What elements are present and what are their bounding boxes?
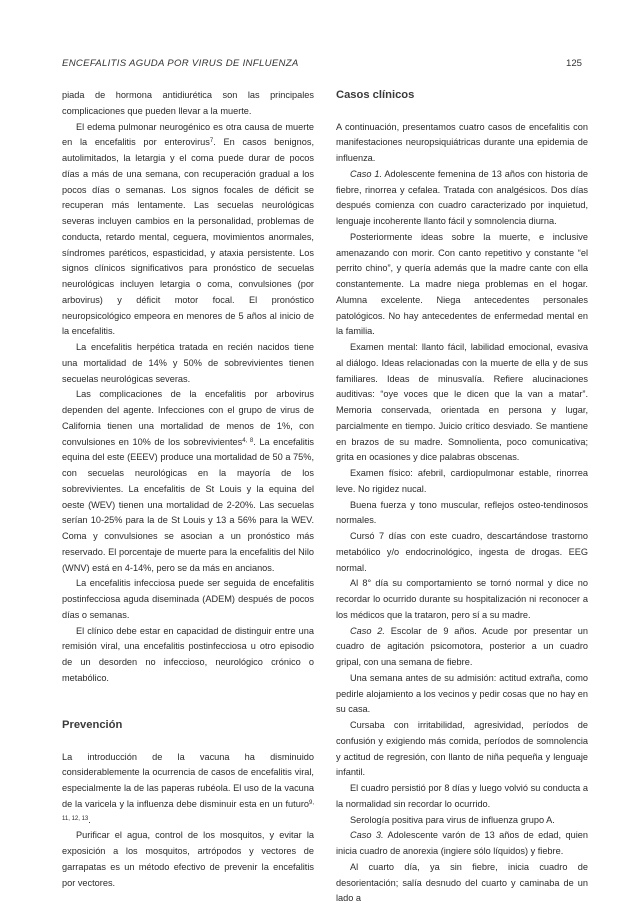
citation-ref: 7 (209, 138, 214, 145)
paragraph: Purificar el agua, control de los mosquitos, y evitar la exposición a los mosquitos, artrópodos y vectores de garrapatas es un método efectivo de prevenir la encefalitis por vectores. (62, 830, 314, 888)
case-label: Caso 3. (350, 830, 384, 841)
paragraph: El clínico debe estar en capacidad de distinguir entre una remisión viral, una encefalitis postinfecciosa u otro episodio de un desorden no infeccioso, neurológico crónico o metabólico. (62, 625, 314, 683)
page-number: 125 (565, 58, 582, 69)
paragraph: Al 8° día su comportamiento se tornó normal y dice no recordar lo ocurrido durante su hospitalización ni reconocer a los médicos que la trataron, pero sí a su madre. (336, 578, 588, 620)
case-paragraph: Caso 3. Adolescente varón de 13 años de edad, quien inicia cuadro de anorexia (ingiere sólo líquidos) y fiebre. (336, 830, 588, 856)
section-heading-casos-clinicos: Casos clínicos (336, 89, 415, 101)
paragraph: Las complicaciones de la encefalitis por arbovirus dependen del agente. Infecciones con el grupo de virus de California tienen una mortalidad de menos de 1%, con convulsiones en 10% de los sobrevivientes$^{4, 8}$. La encefalitis equina del este (EEEV) produce una mortalidad de 50 a 75%, con secuelas neurológicas en la mayoría de los sobrevivientes. La encefalitis de St Louis y la equina del oeste (WEV) tienen una mortalidad de 2-20%. Las secuelas serían 10-25% para la de St Louis y 13 a 56% para la WEV. Coma y convulsiones se asocian a un pronóstico más reservado. El porcentaje de muerte para la encefalitis del Nilo (WNV) está en 4-14%, pero se da más en ancianos. (62, 389, 314, 573)
paragraph: Serología positiva para virus de influenza grupo A. (350, 814, 555, 825)
heading-gap (62, 734, 314, 750)
paragraph: Al cuarto día, ya sin fiebre, inicia cuadro de desorientación; salía desnudo del cuarto y caminaba de un lado a (336, 861, 588, 904)
left-column (62, 88, 314, 891)
section-gap (62, 687, 314, 719)
case-label: Caso 1. (350, 168, 382, 179)
heading-gap (336, 104, 588, 120)
running-header (62, 58, 582, 72)
paragraph: El cuadro persistió por 8 días y luego volvió su conducta a la normalidad sin recordar lo ocurrido. (336, 783, 588, 809)
paragraph: Examen mental: llanto fácil, labilidad emocional, evasiva al diálogo. Ideas relacionadas con la muerte de ella y de sus familiares. Ideas de minusvalía. Refiere alucinaciones auditivas: “oye voces que le dicen que la van a matar”. Memoria conservada, orientada en persona y lugar, parcialmente en tiempo. Juicio crítico desviado. Se mantiene en brazos de su madre. Somnolienta, poco comunicativa; grita en ocasiones y dice palabras obscenas. (336, 342, 588, 463)
paragraph: A continuación, presentamos cuatro casos de encefalitis con manifestaciones neuropsiquiátricas durante una epidemia de influenza. (336, 121, 588, 163)
paragraph: La introducción de la vacuna ha disminuido considerablemente la ocurrencia de casos de encefalitis viral, especialmente la de las paperas rubéola. El uso de la vacuna de la varicela y la influenza debe disminuir esta en un futuro$^{9, 11, 12, 13}$. (62, 751, 314, 825)
case-label: Caso 2. (350, 625, 385, 636)
case-paragraph: Caso 1. Adolescente femenina de 13 años con historia de fiebre, rinorrea y cefalea. Tratada con analgésicos. Dos días después comienza con cuadro caracterizado por inquietud, lenguaje incoherente llanto fácil y somnolencia diurna. (336, 168, 588, 226)
paragraph: La encefalitis infecciosa puede ser seguida de encefalitis postinfecciosa aguda diseminada (ADEM) después de pocos días o semanas. (62, 578, 314, 620)
paragraph: La encefalitis herpética tratada en recién nacidos tiene una mortalidad de 14% y 50% de sobrevivientes tienen secuelas neurológicas severas. (62, 342, 314, 384)
running-title: ENCEFALITIS AGUDA POR VIRUS DE INFLUENZA (62, 58, 299, 69)
paragraph: Buena fuerza y tono muscular, reflejos osteo-tendinosos normales. (336, 499, 588, 526)
paragraph: Una semana antes de su admisión: actitud extraña, como pedirle alojamiento a los vecinos y pedir cosas que no hay en su casa. (336, 672, 588, 715)
paragraph: Examen físico: afebril, cardiopulmonar estable, rinorrea leve. No rigidez nucal. (336, 468, 588, 494)
paragraph: El edema pulmonar neurogénico es otra causa de muerte en la encefalitis por enterovirus$^7$. En casos benignos, autolimitados, la letargia y el coma puede durar de pocos días a más de una semana, con recuperación gradual a los pocos días o semanas. Los signos focales de déficit se recuperan más lentamente. Las secuelas neurológicas severas incluyen cambios en la personalidad, problemas de conducta, retardo mental, ceguera, movimientos anormales, síndromes paréticos, espasticidad, y ataxia persistente. Los signos clínicos significativos para pronóstico de secuelas neurológicas incluyen letargia o coma, convulsiones (por arbovirus) y déficit motor focal. El pronóstico neuropsicológico empeora en menores de 5 años al inicio de la encefalitis. (62, 121, 314, 337)
paragraph: piada de hormona antidiurética son las principales complicaciones que pueden llevar a la muerte. (62, 90, 314, 116)
citation-ref: 4, 8 (242, 437, 254, 444)
section-heading-prevencion: Prevención (62, 719, 123, 731)
case-paragraph: Caso 2. Escolar de 9 años. Acude por presentar un cuadro de agitación psicomotora, posterior a un cuadro gripal, con una semana de fiebre. (336, 625, 588, 667)
paragraph: Posteriormente ideas sobre la muerte, e inclusive amenazando con morir. Con canto repetitivo y constante “el perrito chino”, y quería además que la madre cante con ella constantemente. La madre niega problemas en el hogar. Alumna excelente. Niega antecedentes personales patológicos. No hay antecedentes de enfermedad mental en la familia. (336, 231, 588, 337)
citation-ref: 9, 11, 12, 13 (62, 799, 314, 822)
paragraph: Cursaba con irritabilidad, agresividad, períodos de confusión y exigiendo más comida, períodos de somnolencia y actitud de regresión, con llanto de niña pequeña y lenguaje infantil. (336, 720, 588, 778)
paragraph: Cursó 7 días con este cuadro, descartándose trastorno metabólico y/o endocrinológico, ingesta de drogas. EEG normal. (336, 531, 588, 573)
right-column (336, 88, 588, 907)
